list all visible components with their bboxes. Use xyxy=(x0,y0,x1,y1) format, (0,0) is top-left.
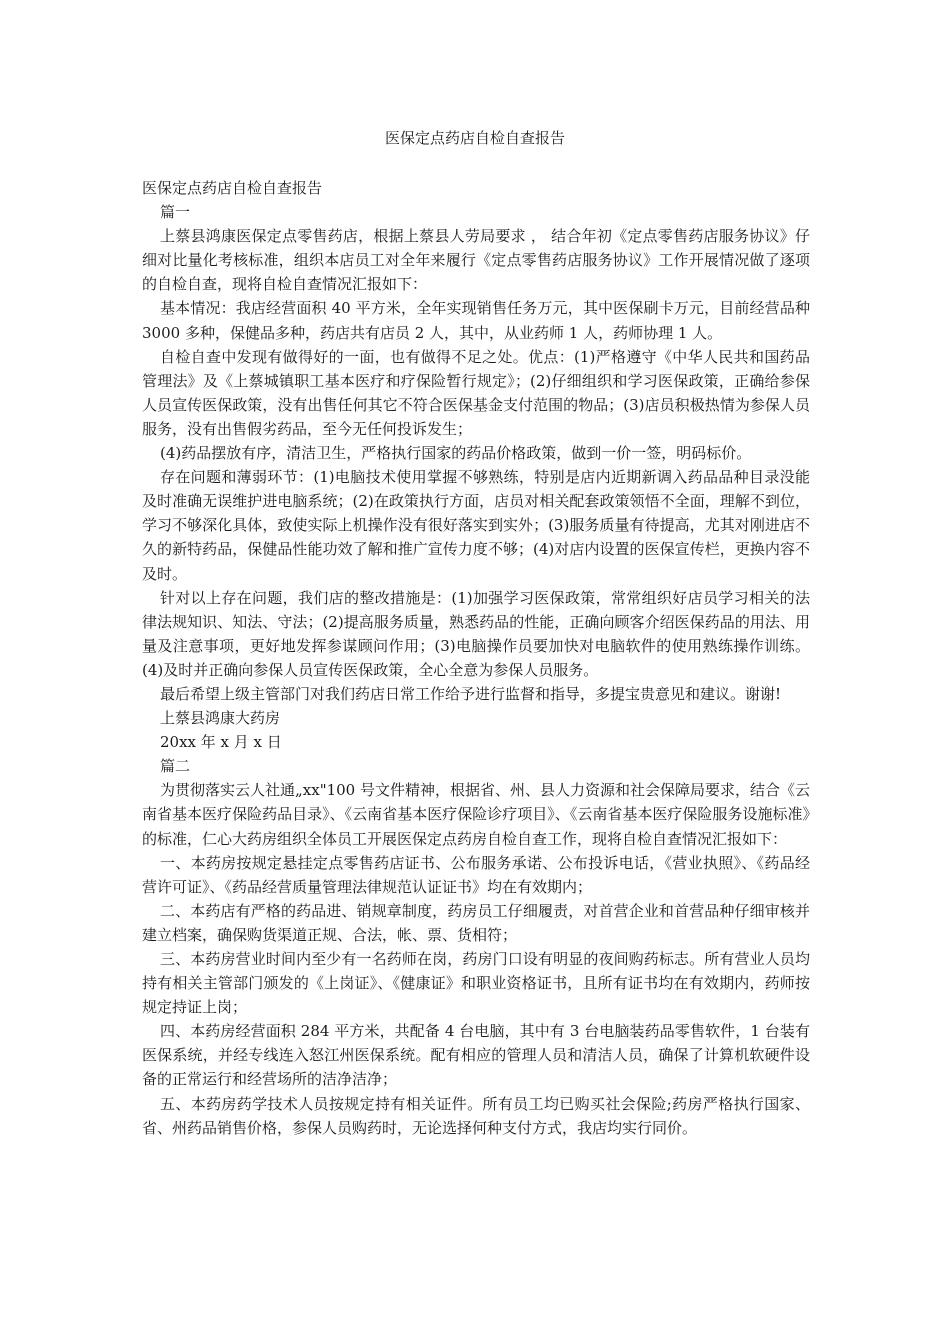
paragraph: 三、本药房营业时间内至少有一名药师在岗，药房门口设有明显的夜间购药标志。所有营业人员均持有相关主管部门颁发的《上岗证》、《健康证》和职业资格证书，且所有证书均在有效期内，药师按规定持证上岗； xyxy=(142,950,810,1017)
section-label-2: 篇二 xyxy=(160,757,191,776)
section-label-1: 篇一 xyxy=(160,203,191,222)
paragraph: 上蔡县鸿康医保定点零售药店，根据上蔡县人劳局要求 ， 结合年初《定点零售药店服务协议》仔细对比量化考核标准，组织本店员工对全年来履行《定点零售药店服务协议》工作开展情况做了逐项的自检自查，现将自检自查情况汇报如下： xyxy=(142,227,810,294)
paragraph: 基本情况：我店经营面积 40 平方米，全年实现销售任务万元，其中医保刷卡万元，目前经营品种 3000 多种，保健品多种，药店共有店员 2 人，其中，从业药师 1 人，药师协理 1 人。 xyxy=(142,299,810,342)
paragraph: 五、本药房药学技术人员按规定持有相关证件。所有员工均已购买社会保险;药房严格执行国家、省、州药品销售价格，参保人员购药时，无论选择何种支付方式，我店均实行同价。 xyxy=(142,1094,810,1137)
paragraph: 为贯彻落实云人社通„xx"100 号文件精神，根据省、州、县人力资源和社会保障局要求，结合《云南省基本医疗保险药品目录》、《云南省基本医疗保险诊疗项目》、《云南省基本医疗保险服务设施标准》的标准，仁心大药房组织全体员工开展医保定点药房自检自查工作，现将自检自查情况汇报如下： xyxy=(142,781,810,848)
paragraph: (4)药品摆放有序，清洁卫生，严格执行国家的药品价格政策，做到一价一签，明码标价。 xyxy=(160,444,752,463)
paragraph: 存在问题和薄弱环节：(1)电脑技术使用掌握不够熟练，特别是店内近期新调入药品品种目录没能及时准确无误维护进电脑系统；(2)在政策执行方面，店员对相关配套政策领悟不全面，理解不到位，学习不够深化具体，致使实际上机操作没有很好落实到实外；(3)服务质量有待提高，尤其对刚进店不久的新特药品，保健品性能功效了解和推广宣传力度不够；(4)对店内设置的医保宣传栏，更换内容不及时。 xyxy=(142,468,810,583)
paragraph: 二、本药店有严格的药品进、销规章制度，药房员工仔细履责，对首营企业和首营品种仔细审核并建立档案，确保购货渠道正规、合法，帐、票、货相符； xyxy=(142,901,810,944)
document-title: 医保定点药店自检自查报告 xyxy=(384,129,565,147)
body-heading: 医保定点药店自检自查报告 xyxy=(142,179,323,197)
signature-date: 20xx 年 x 月 x 日 xyxy=(160,733,282,752)
paragraph: 一、本药房按规定悬挂定点零售药店证书、公布服务承诺、公布投诉电话，《营业执照》、《药品经营许可证》、《药品经营质量管理法律规范认证证书》均在有效期内； xyxy=(142,853,810,896)
paragraph: 针对以上存在问题，我们店的整改措施是：(1)加强学习医保政策，常常组织好店员学习相关的法律法规知识、知法、守法；(2)提高服务质量，熟悉药品的性能，正确向顾客介绍医保药品的用法、用量及注意事项，更好地发挥参谋顾问作用；(3)电脑操作员要加快对电脑软件的使用熟练操作训练。(4)及时并正确向参保人员宣传医保政策，全心全意为参保人员服务。 xyxy=(142,588,810,679)
paragraph: 自检自查中发现有做得好的一面，也有做得不足之处。优点：(1)严格遵守《中华人民共和国药品管理法》及《上蔡城镇职工基本医疗和疗保险暂行规定》；(2)仔细组织和学习医保政策，正确给参保人员宣传医保政策，没有出售任何其它不符合医保基金支付范围的物品；(3)店员积极热情为参保人员服务，没有出售假劣药品，至今无任何投诉发生； xyxy=(142,347,810,438)
signature-name: 上蔡县鸿康大药房 xyxy=(160,709,281,728)
document-body xyxy=(142,176,810,1140)
paragraph: 最后希望上级主管部门对我们药店日常工作给予进行监督和指导，多提宝贵意见和建议。谢谢! xyxy=(160,684,782,703)
paragraph: 四、本药房经营面积 284 平方米，共配备 4 台电脑，其中有 3 台电脑装药品零售软件，1 台装有医保系统，并经专线连入怒江州医保系统。配有相应的管理人员和清洁人员，确保了计算机软硬件设备的正常运行和经营场所的洁净洁净； xyxy=(142,1022,810,1089)
